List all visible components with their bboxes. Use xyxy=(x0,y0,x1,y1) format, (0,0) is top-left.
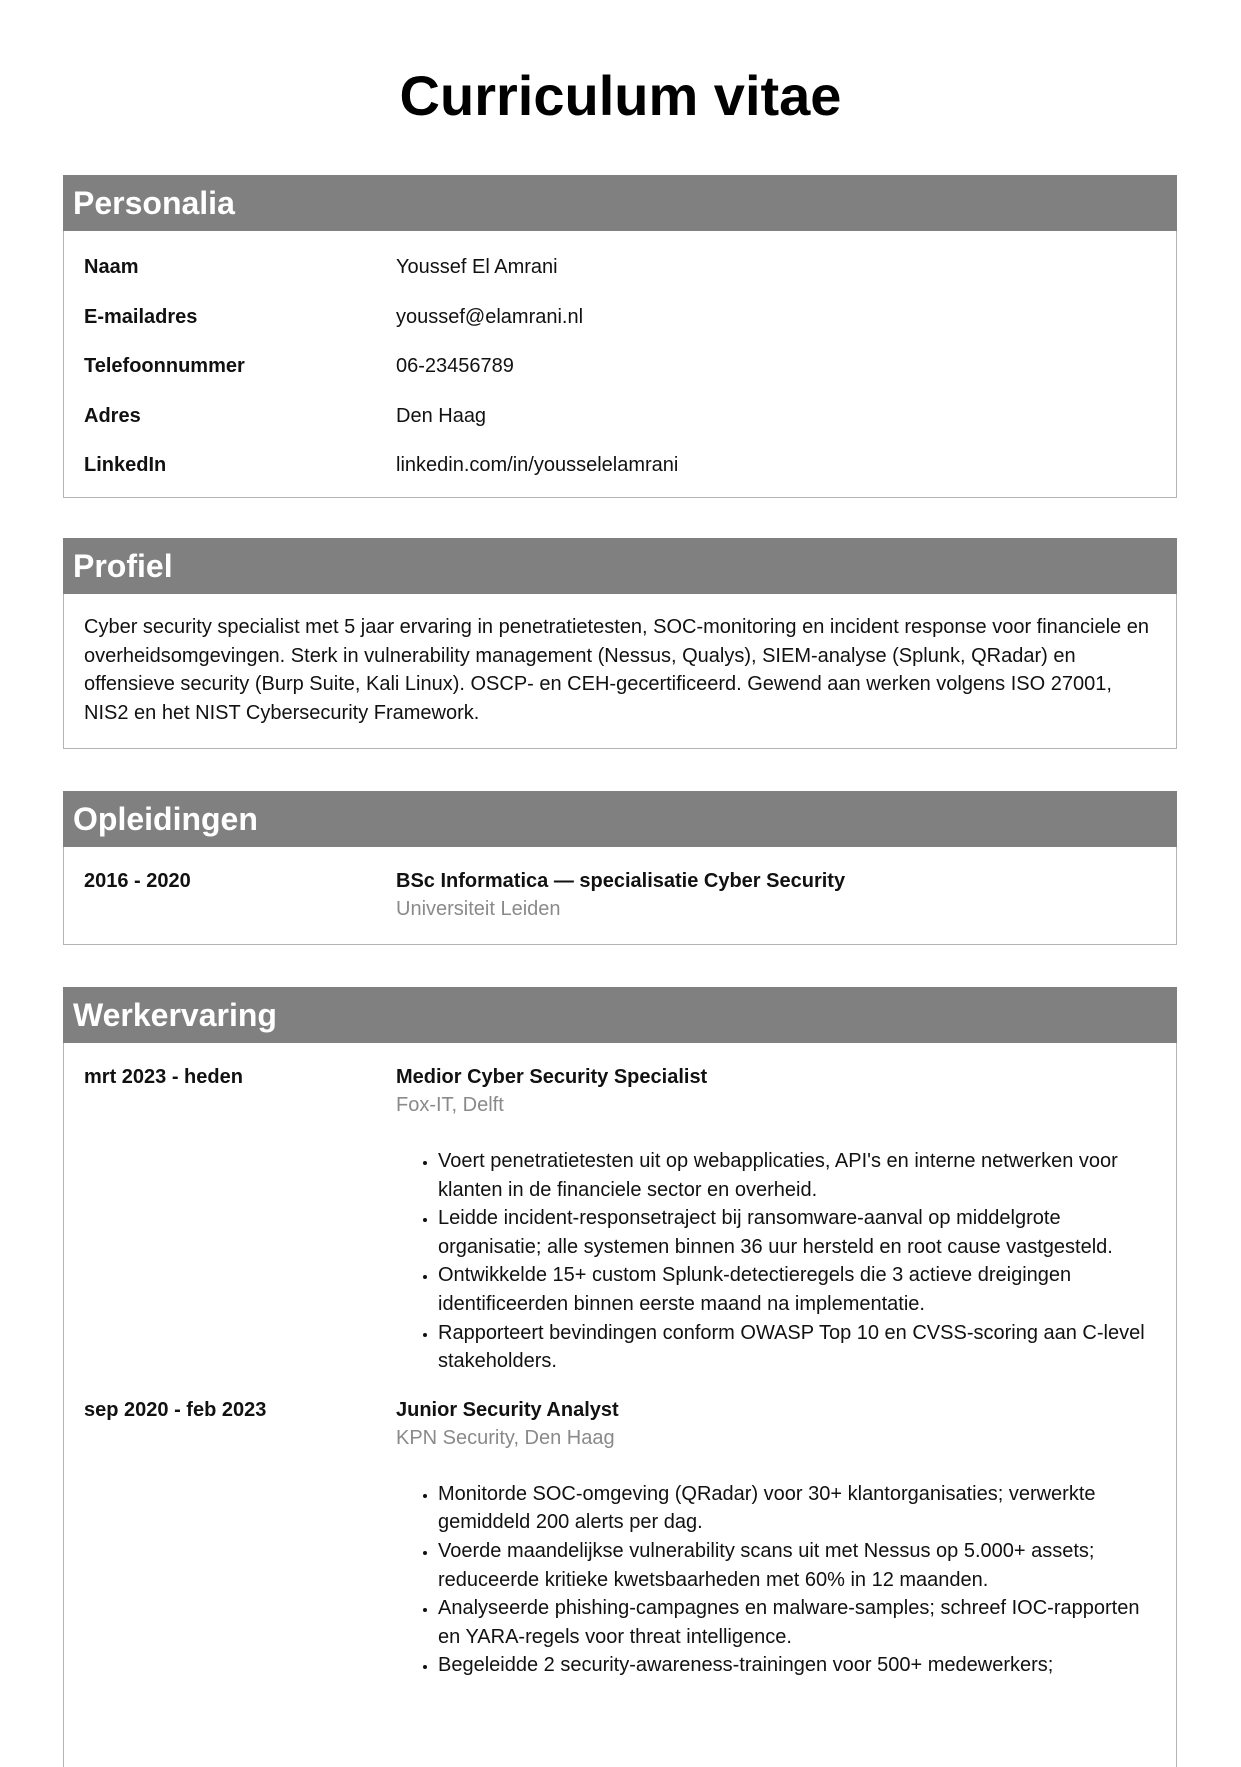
work-bullet: • Voerde maandelijkse vulnerability scans uit met Nessus op 5.000+ assets; reduceerde kritieke kwetsbaarheden met 60% in 12 maanden. xyxy=(438,1537,1156,1594)
profile-text: Cyber security specialist met 5 jaar ervaring in penetratietesten, SOC-monitoring en incident response voor financiele en overheidsomgevingen. Sterk in vulnerability management (Nessus, Qualys), SIEM-analyse (Splunk, QRadar) en offensieve security (Burp Suite, Kali Linux). OSCP- en CEH-gecertificeerd. Gewend aan werken volgens ISO 27001, NIS2 en het NIST Cybersecurity Framework. xyxy=(84,616,1149,724)
personal-label: Adres xyxy=(84,404,141,427)
page-title: Curriculum vitae xyxy=(399,64,842,127)
work-bullets xyxy=(396,1147,1156,1376)
personal-label: Naam xyxy=(84,256,139,278)
personal-label: Telefoonnummer xyxy=(84,355,245,377)
work-bullet: • Voert penetratietesten uit op webapplicaties, API's en interne netwerken voor klanten in de financiele sector en overheid. xyxy=(438,1147,1156,1204)
work-title: Junior Security Analyst xyxy=(396,1398,619,1421)
personalia-section xyxy=(63,175,1177,498)
education-period: 2016 - 2020 xyxy=(84,870,191,892)
work-title: Medior Cyber Security Specialist xyxy=(396,1066,708,1088)
work-bullet: • Begeleidde 2 security-awareness-trainingen voor 500+ medewerkers; xyxy=(438,1651,1156,1680)
work-bullet: • Analyseerde phishing-campagnes en malware-samples; schreef IOC-rapporten en YARA-regels voor threat intelligence. xyxy=(438,1594,1156,1651)
education-institution: Universiteit Leiden xyxy=(396,898,561,920)
work-bullet: • Leidde incident-responsetraject bij ransomware-aanval op middelgrote organisatie; alle systemen binnen 36 uur hersteld en root cause vastgesteld. xyxy=(438,1204,1156,1261)
education-entry xyxy=(84,867,1156,923)
personal-value: Youssef El Amrani xyxy=(396,256,558,278)
work-period: mrt 2023 - heden xyxy=(84,1066,243,1088)
education-title: BSc Informatica — specialisatie Cyber Security xyxy=(396,870,846,892)
werkervaring-section xyxy=(63,987,1177,1767)
work-entry xyxy=(84,1063,1156,1376)
personal-value: 06-23456789 xyxy=(396,355,514,377)
work-bullet: • Rapporteert bevindingen conform OWASP Top 10 en CVSS-scoring aan C-level stakeholders. xyxy=(438,1319,1156,1376)
personal-row-email xyxy=(84,303,1156,353)
profiel-heading: Profiel xyxy=(63,538,1177,594)
werkervaring-heading: Werkervaring xyxy=(63,987,1177,1043)
work-bullets xyxy=(396,1480,1156,1680)
personal-label: E-mailadres xyxy=(84,305,198,328)
personal-row-linkedin xyxy=(84,451,1156,501)
personal-label: LinkedIn xyxy=(84,454,167,476)
opleidingen-heading: Opleidingen xyxy=(63,791,1177,847)
personalia-heading: Personalia xyxy=(63,175,1177,231)
work-bullet: • Monitorde SOC-omgeving (QRadar) voor 30+ klantorganisaties; verwerkte gemiddeld 200 alerts per dag. xyxy=(438,1480,1156,1537)
personal-row-address xyxy=(84,402,1156,452)
work-company: Fox-IT, Delft xyxy=(396,1094,504,1116)
work-company: KPN Security, Den Haag xyxy=(396,1426,615,1449)
personal-value: Den Haag xyxy=(396,404,487,427)
personal-row-phone xyxy=(84,352,1156,402)
work-bullet: • Ontwikkelde 15+ custom Splunk-detectieregels die 3 actieve dreigingen identificeerden binnen eerste maand na implementatie. xyxy=(438,1261,1156,1318)
profiel-section xyxy=(63,538,1177,749)
work-period: sep 2020 - feb 2023 xyxy=(84,1398,267,1421)
opleidingen-section xyxy=(63,791,1177,945)
personal-row-name xyxy=(84,253,1156,303)
work-entry xyxy=(84,1396,1156,1680)
personal-value: linkedin.com/in/yousselelamrani xyxy=(396,454,679,476)
personal-value: youssef@elamrani.nl xyxy=(396,305,584,328)
